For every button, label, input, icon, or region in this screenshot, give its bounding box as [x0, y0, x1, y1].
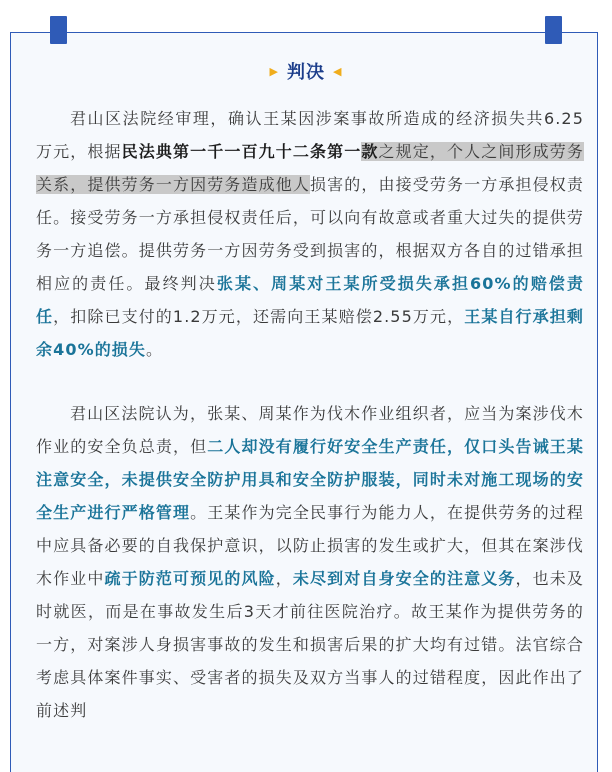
frame-tab-right [545, 16, 562, 44]
p2-text-3: ，也未及时就医，而是在事故发生后3天才前往医院治疗。故王某作为提供劳务的一方，对案涉人身损害事故的发生和损害后果的扩大均有过错。法官综合考虑具体案件事实、受害者的损失及双方当事人的过错程度，因此作出了前述判 [36, 569, 584, 720]
p2-text-1: 君山区法院认为，张某、周某作为伐木作业组织者，应当为案涉伐木作业的安全负总责，但 [36, 404, 584, 456]
arrow-right-icon: ▶ [269, 65, 279, 78]
section-heading [0, 58, 612, 84]
frame-tab-left [50, 16, 67, 44]
emphasis-safety-duty: 二人却没有履行好安全生产责任，仅口头告诫王某注意安全，未提供安全防护用具和安全防护服装，同时未对施工现场的安全生产进行严格管理 [36, 437, 584, 522]
p1-text-1: 君山区法院经审理，确认王某因涉案事故所造成的经济损失共6.25万元，根据 [36, 109, 584, 161]
emphasis-self-40: 王某自行承担剩余40%的损失 [36, 307, 585, 359]
emphasis-risk: 疏于防范可预见的风险 [104, 569, 276, 588]
emphasis-liability-60: 张某、周某对王某所受损失承担60%的赔偿责任 [36, 274, 584, 326]
law-citation: 民法典第一千一百九十二条第一 [121, 142, 362, 161]
law-citation-highlighted: 款 [361, 142, 379, 161]
paragraph-verdict [36, 102, 584, 366]
p2-text-2: 。王某作为完全民事行为能力人，在提供劳务的过程中应具备必要的自我保护意识，以防止损害的发生或扩大，但其在案涉伐木作业中 [36, 503, 584, 588]
section-title: 判决 [287, 62, 325, 83]
arrow-left-icon: ◀ [333, 65, 343, 78]
highlighted-text: 之规定，个人之间形成劳务关系，提供劳务一方因劳务造成他人 [36, 142, 584, 194]
p1-text-2: 损害的，由接受劳务一方承担侵权责任。接受劳务一方承担侵权责任后，可以向有故意或者重大过失的提供劳务一方追偿。提供劳务一方因劳务受到损害的，根据双方各自的过错承担相应的责任。最终判决 [36, 175, 584, 293]
emphasis-self-care: 未尽到对自身安全的注意义务 [292, 569, 516, 588]
p1-text-end: 。 [146, 340, 164, 359]
paragraph-reasoning [36, 397, 584, 727]
p1-text-3: ，扣除已支付的1.2万元，还需向王某赔偿2.55万元， [53, 307, 465, 326]
p2-comma: ， [275, 569, 293, 588]
